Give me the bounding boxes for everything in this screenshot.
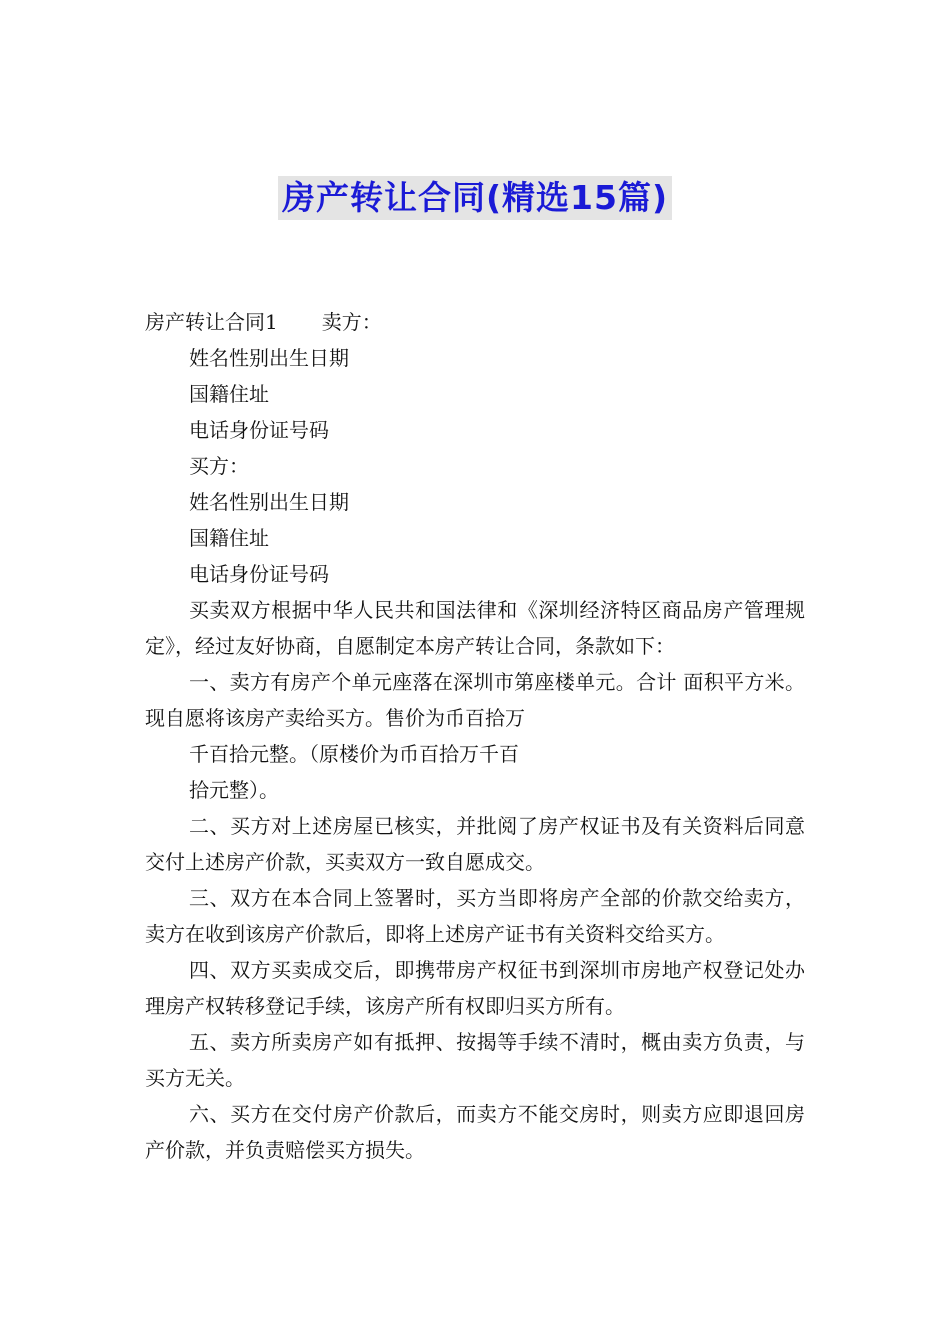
clause-3: 三、双方在本合同上签署时，买方当即将房产全部的价款交给卖方，卖方在收到该房产价款后，即将上述房产证书有关资料交给买方。 xyxy=(145,886,805,946)
seller-field-nationality: 国籍住址 xyxy=(189,382,269,406)
contract-label: 房产转让合同1 xyxy=(145,310,278,334)
buyer-field-name: 姓名性别出生日期 xyxy=(189,490,349,514)
clause-5: 五、卖方所卖房产如有抵押、按揭等手续不清时，概由卖方负责，与买方无关。 xyxy=(145,1030,805,1090)
seller-field-phone: 电话身份证号码 xyxy=(189,418,329,442)
seller-label: 卖方： xyxy=(321,310,382,334)
clause-6: 六、买方在交付房产价款后，而卖方不能交房时，则卖方应即退回房产价款，并负责赔偿买方损失。 xyxy=(145,1102,805,1162)
buyer-label: 买方： xyxy=(189,454,249,478)
intro-paragraph: 买卖双方根据中华人民共和国法律和《深圳经济特区商品房产管理规定》，经过友好协商，自愿制定本房产转让合同，条款如下： xyxy=(145,598,805,658)
contract-heading xyxy=(145,304,805,340)
clause-1-line-3: 拾元整）。 xyxy=(189,778,279,802)
clause-4: 四、双方买卖成交后，即携带房产权征书到深圳市房地产权登记处办理房产权转移登记手续，该房产所有权即归买方所有。 xyxy=(145,958,805,1018)
document-title: 房产转让合同(精选15篇) xyxy=(278,176,672,220)
seller-field-name: 姓名性别出生日期 xyxy=(189,346,349,370)
clause-2: 二、买方对上述房屋已核实，并批阅了房产权证书及有关资料后同意交付上述房产价款，买卖双方一致自愿成交。 xyxy=(145,814,805,874)
buyer-field-nationality: 国籍住址 xyxy=(189,526,269,550)
document-body xyxy=(145,304,805,1168)
title-container xyxy=(0,176,950,220)
buyer-field-phone: 电话身份证号码 xyxy=(189,562,329,586)
clause-1: 一、卖方有房产个单元座落在深圳市第座楼单元。合计 面积平方米。现自愿将该房产卖给买方。售价为币百拾万 xyxy=(145,670,805,730)
clause-1-line-2: 千百拾元整。（原楼价为币百拾万千百 xyxy=(189,742,519,766)
